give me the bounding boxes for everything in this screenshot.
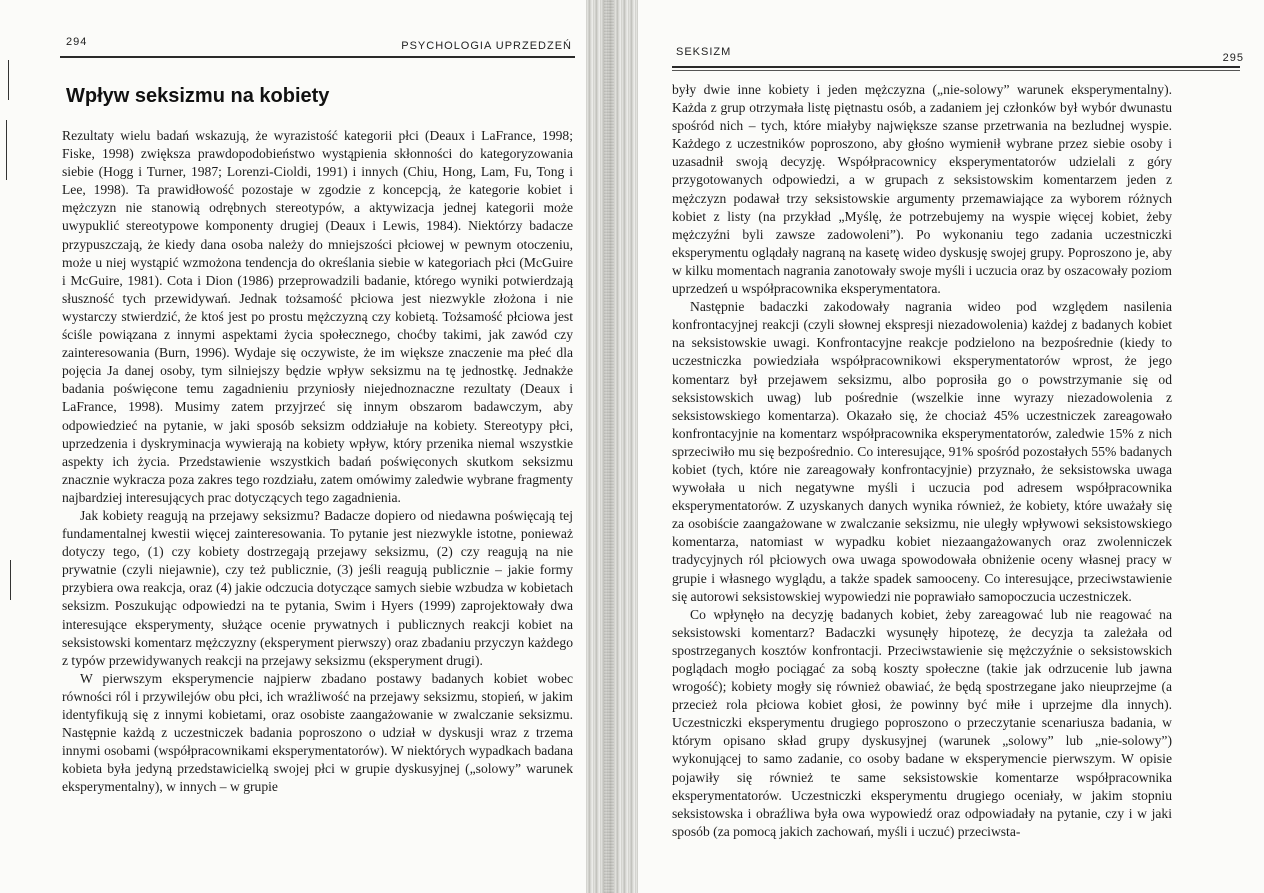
header-rule [60, 56, 575, 58]
section-title: Wpływ seksizmu na kobiety [66, 85, 330, 107]
margin-mark [8, 60, 9, 100]
margin-mark [10, 560, 11, 600]
left-text-column [62, 127, 573, 796]
margin-mark [6, 120, 7, 180]
page-number: 295 [1222, 52, 1244, 64]
book-gutter [586, 0, 638, 893]
paragraph: Co wpłynęło na decyzję badanych kobiet, żeby zareagować lub nie reagować na seksistowski komentarz? Badaczki wysunęły hipotezę, że decyzja ta zależała od spostrzeganych kosztów konfrontacji. Przeciwstawienie się mężczyźnie o seksistowskich poglądach mogło pociągać za sobą koszty społeczne (takie jak odrzucenie lub jawna wrogość); kobiety mogły się również obawiać, że będą spostrzegane jako nieuprzejme (a przecież rola płciowa kobiet głosi, że powinny być miłe i uprzejme dla innych). Uczestniczki eksperymentu drugiego poproszono o przeczytanie scenariusza badania, w którym opisano skład grupy dyskusyjnej (warunek „solowy” lub „nie-solowy”) wykonującej to samo zadanie, co osoby badane w eksperymencie pierwszym. W opisie pojawiły się również te same seksistowskie komentarze współpracownika eksperymentatorów. Uczestniczki eksperymentu drugiego oceniały, w jakim stopniu seksistowska i obraźliwa była owa wypowiedź oraz odpowiadały na pytanie, czy i w jaki sposób (za pomocą jakich zachowań, myśli i uczuć) przeciwsta- [672, 606, 1172, 839]
paragraph: Jak kobiety reagują na przejawy seksizmu? Badacze dopiero od niedawna poświęcają tej fundamentalnej kwestii więcej zainteresowania. To pytanie jest niezwykle istotne, ponieważ dotyczy tego, (1) czy kobiety dostrzegają przejawy seksizmu, (2) czy reagują na nie prywatnie (czyli niejawnie), czy też publicznie, (3) jeśli reagują publicznie – jakie formy przybiera owa reakcja, oraz (4) jakie odczucia dotyczące samych siebie wzbudza w kobietach seksizm. Poszukując odpowiedzi na te pytania, Swim i Hyers (1999) zaprojektowały dwa interesujące eksperymenty, służące ocenie prywatnych i publicznych reakcji kobiet na seksistowski komentarz mężczyzny (eksperyment pierwszy) oraz zbadaniu przyczyn każdego z typów przewidywanych reakcji na przejawy seksizmu (eksperyment drugi). [62, 507, 573, 668]
paragraph: W pierwszym eksperymencie najpierw zbadano postawy badanych kobiet wobec równości ról i przywilejów obu płci, ich wrażliwość na przejawy seksizmu, stopień, w jakim identyfikują się z innymi kobietami, oraz osobiste zaangażowanie w zwalczanie seksizmu. Następnie każdą z uczestniczek badania poproszono o udział w dyskusji wraz z trzema innymi osobami (współpracownikami eksperymentatorów). W niektórych wypadkach badana kobieta była jedyną przedstawicielką swojej płci w grupie dyskusyjnej („solowy” warunek eksperymentalny), w innych – w grupie [62, 670, 573, 795]
paragraph: Rezultaty wielu badań wskazują, że wyrazistość kategorii płci (Deaux i LaFrance, 1998; Fiske, 1998) zwiększa prawdopodobieństwo wystąpienia skłonności do kategoryzowania siebie (Hogg i Turner, 1987; Lorenzi-Cioldi, 1991) i innych (Chiu, Hong, Lam, Fu, Tong i Lee, 1998). Ta prawidłowość pozostaje w zgodzie z koncepcją, że kategorie kobiet i mężczyzn nie stanowią odrębnych stereotypów, a aktywizacja jednej kategorii może uwypuklić stereotypowe komponenty drugiej (Deaux i Lewis, 1984). Niektórzy badacze przypuszczają, że kiedy dana osoba należy do mniejszości płciowej w pewnym otoczeniu, może u niej wystąpić wzmożona tendencja do określania siebie w kategoriach płci (McGuire i McGuire, 1981). Cota i Dion (1986) przeprowadzili badanie, którego wyniki potwierdzają słuszność tych przewidywań. Jednak tożsamość płciowa jest niezwykle złożona i nie wystarczy stwierdzić, że ktoś jest po prostu mężczyzną czy kobietą. Tożsamość płciowa jest ściśle powiązana z innymi aspektami życia społecznego, choćby takimi, jak zawód czy zainteresowania (Burn, 1996). Wydaje się oczywiste, że im większe znaczenie ma płeć dla pojęcia Ja danej osoby, tym silniejszy będzie wpływ seksizmu na tę jednostkę. Jednakże badania poświęcone temu zagadnieniu przyniosły niejednoznaczne rezultaty (Deaux i LaFrance, 1998). Musimy zatem przyjrzeć się innym obszarom badawczym, aby odpowiedzieć na pytanie, w jaki sposób seksizm oddziałuje na kobiety. Stereotypy płci, uprzedzenia i dyskryminacja wywierają na kobiety wpływ, który przenika niemal wszystkie aspekty ich życia. Przedstawienie wszystkich badań poświęconych skutkom seksizmu znacznie wykracza poza zakres tego rozdziału, zatem omówimy zaledwie wybrane fragmenty najbardziej interesujących prac dotyczących tego zagadnienia. [62, 128, 573, 505]
page-number: 294 [66, 36, 88, 48]
header-rule [672, 70, 1240, 71]
left-page [0, 0, 592, 893]
paragraph: Następnie badaczki zakodowały nagrania wideo pod względem nasilenia konfrontacyjnej reakcji (czyli słownej ekspresji niezadowolenia) każdej z badanych kobiet na seksistowskie uwagi. Konfrontacyjne reakcje podzielono na bezpośrednie (kiedy to uczestniczka powiedziała współpracownikowi eksperymentatorów wprost, że jego komentarz był przejawem seksizmu, albo poprosiła go o powstrzymanie się od seksistowskich uwag) lub pośrednie (wszelkie inne wyrazy niezadowolenia z seksistowskiego komentarza). Okazało się, że chociaż 45% uczestniczek zareagowało konfrontacyjnie na komentarz współpracownika eksperymentatorów, zaledwie 15% z nich sprzeciwiło mu się bezpośrednio. Co interesujące, 91% spośród pozostałych 55% badanych kobiet (tych, które nie zareagowały konfrontacyjnie) przyznało, że seksistowska uwaga wywołała u nich negatywne myśli i uczucia pod adresem współpracownika eksperymentatorów. Z uzyskanych danych wynika również, że kobiety, które uważały się za osobiście zaangażowane w zwalczanie seksizmu, nie uległy wpływowi seksistowskiego komentarza, natomiast w wypadku kobiet niezaangażowanych oraz zwolenniczek tradycyjnych ról płciowych owa uwaga spowodowała obniżenie oceny własnej pracy w grupie i własnego wyglądu, a także spadek samooceny. Co interesujące, przeciwstawienie się autorowi seksistowskiej wypowiedzi nie poprawiało samopoczucia uczestniczek. [672, 299, 1172, 604]
running-head: SEKSIZM [676, 46, 732, 58]
running-head: PSYCHOLOGIA UPRZEDZEŃ [401, 40, 572, 52]
right-text-column [672, 81, 1172, 841]
header-rule [672, 66, 1240, 68]
paragraph: były dwie inne kobiety i jeden mężczyzna („nie-solowy” warunek eksperymentalny). Każda z grup otrzymała listę piętnastu osób, a zadaniem jej członków był wybór dwunastu spośród nich – tych, które miałyby największe szanse przetrwania na bezludnej wyspie. Każdego z uczestników poproszono, aby głośno wymienił wybrane przez siebie osoby i uzasadnił swoją decyzję. Współpracownicy eksperymentatorów udzielali z góry przygotowanych odpowiedzi, a w grupach z seksistowskim komentarzem jeden z mężczyzn podawał trzy seksistowskie argumenty przemawiające za wyborem różnych kobiet z listy (na przykład „Myślę, że potrzebujemy na wyspie więcej kobiet, żeby mężczyźni byli zawsze zadowoleni”). Po wykonaniu tego zadania uczestniczki eksperymentu oglądały nagraną na kasetę wideo dyskusję swojej grupy. Poproszono je, aby w kilku momentach nagrania zanotowały swoje myśli i uczucia oraz by oszacowały poziom uprzedzeń u współpracownika eksperymentatora. [672, 82, 1172, 297]
